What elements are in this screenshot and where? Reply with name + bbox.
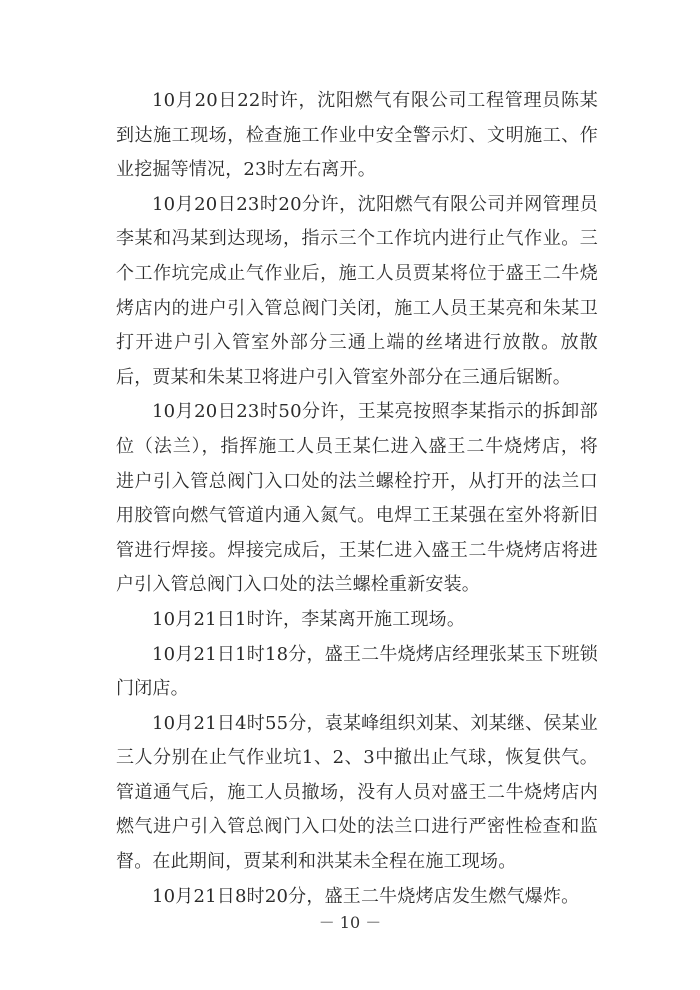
paragraph-1: 10月20日22时许，沈阳燃气有限公司工程管理员陈某到达施工现场，检查施工作业中安全警示灯、文明施工、作业挖掘等情况，23时左右离开。 <box>116 90 598 181</box>
page-number: － 10 － <box>318 913 382 932</box>
paragraph-4: 10月21日1时许，李某离开施工现场。 <box>152 608 466 630</box>
paragraph-7: 10月21日8时20分，盛王二牛烧烤店发生燃气爆炸。 <box>152 885 580 907</box>
paragraph-6: 10月21日4时55分，袁某峰组织刘某、刘某继、侯某业三人分别在止气作业坑1、2、3中撤出止气球，恢复供气。管道通气后，施工人员撤场，没有人员对盛王二牛烧烤店内燃气进户引入管总阀门入口处的法兰口进行严密性检查和监督。在此期间，贾某利和洪某未全程在施工现场。 <box>116 712 598 873</box>
body-text <box>116 84 598 914</box>
paragraph-5: 10月21日1时18分，盛王二牛烧烤店经理张某玉下班锁门闭店。 <box>116 643 598 700</box>
paragraph-3: 10月20日23时50分许，王某亮按照李某指示的拆卸部位（法兰），指挥施工人员王某仁进入盛王二牛烧烤店，将进户引入管总阀门入口处的法兰螺栓拧开，从打开的法兰口用胶管向燃气管道内通入氮气。电焊工王某强在室外将新旧管进行焊接。焊接完成后，王某仁进入盛王二牛烧烤店将进户引入管总阀门入口处的法兰螺栓重新安装。 <box>116 401 598 596</box>
paragraph-2: 10月20日23时20分许，沈阳燃气有限公司并网管理员李某和冯某到达现场，指示三个工作坑内进行止气作业。三个工作坑完成止气作业后，施工人员贾某将位于盛王二牛烧烤店内的进户引入管总阀门关闭，施工人员王某亮和朱某卫打开进户引入管室外部分三通上端的丝堵进行放散。放散后，贾某和朱某卫将进户引入管室外部分在三通后锯断。 <box>116 193 598 388</box>
